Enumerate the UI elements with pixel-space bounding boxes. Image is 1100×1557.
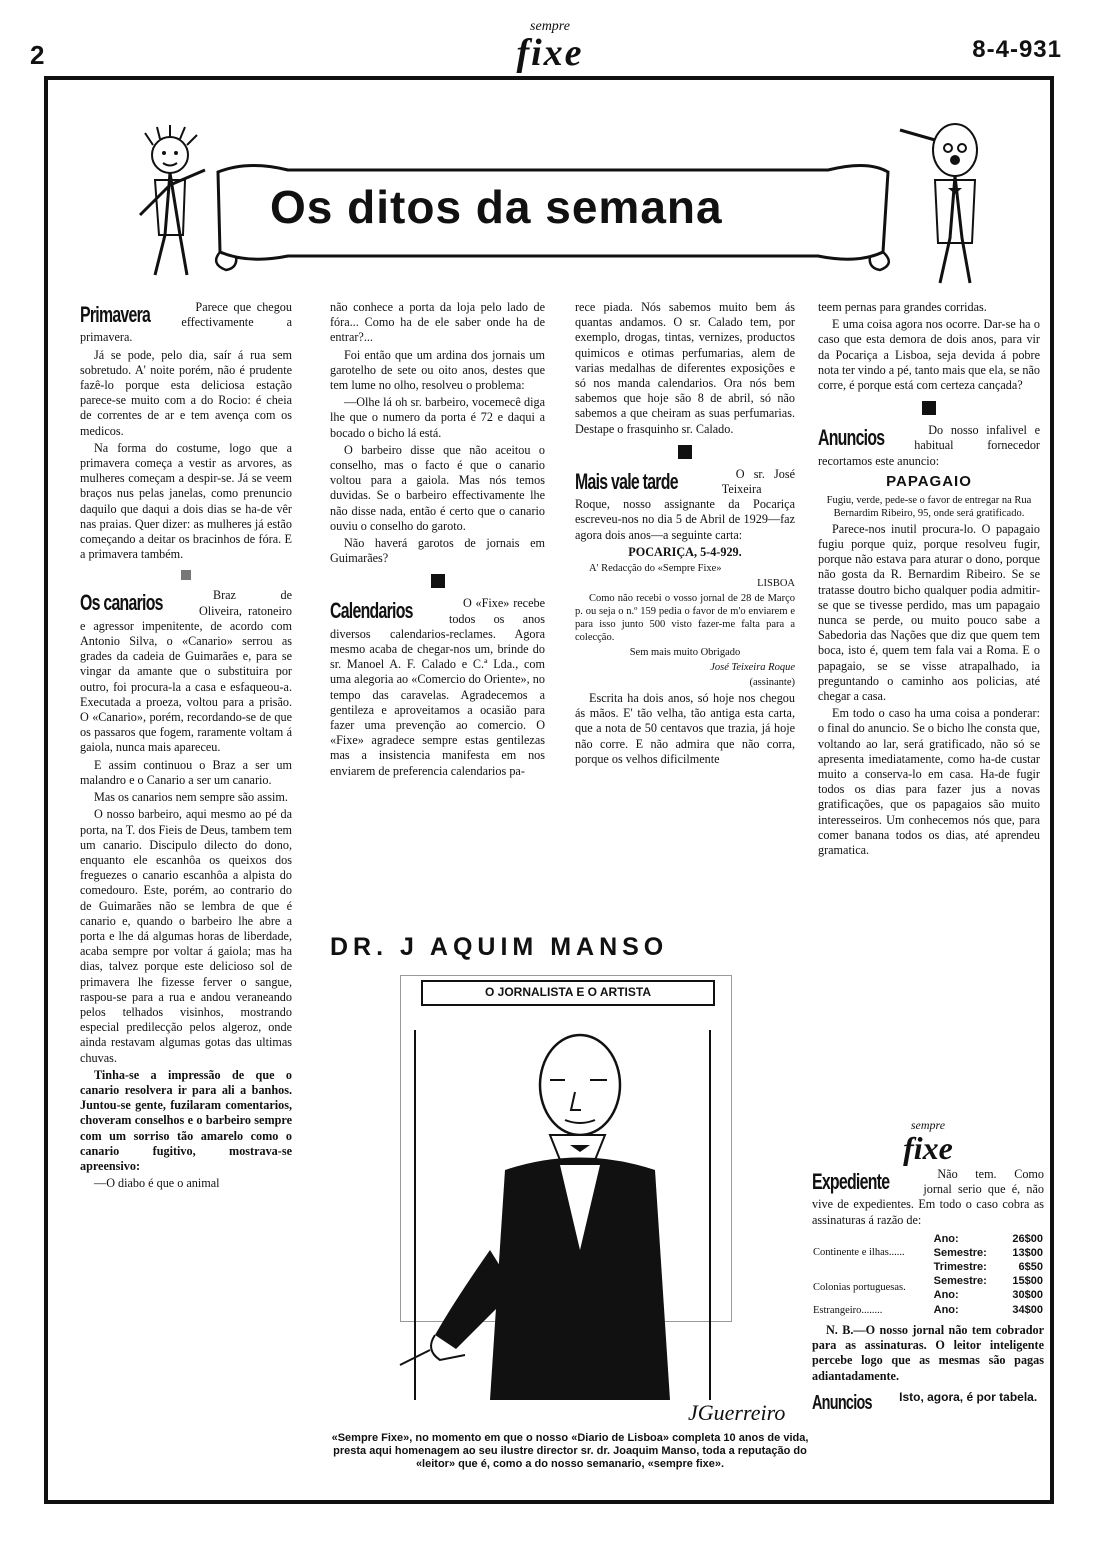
col2-paragraph: Foi então que um ardina dos jornais um garotelho de sete ou oito anos, destes que tem lume no olho, resolveu o problema: bbox=[330, 347, 545, 393]
anuncios-paragraph: Em todo o caso ha uma coisa a ponderar: o final do anuncio. Se o bicho lhe consta que, voltando ao lar, será gratificado, não só se apresenta imediatamente, como ha-de custar muito a conserva-lo em casa. Ha-de fugir todos os dias para fazer jus a novas gratificações, que os papagaios são muito interesseiros. Um conhecemos nós que, para comer banana todos os dias, até aprendeu gramatica. bbox=[818, 706, 1040, 858]
letter-signature: José Teixeira Roque bbox=[710, 662, 795, 674]
canarios-paragraph: Braz de Oliveira, ratoneiro e agressor impenitente, de acordo com Antonio Silva, o «Canario» serrou as grades da cadeia de Guimarães e, para se vingar da amante que o substituira por outro, foi procura-la a casa e esfaqueou-a. Executada a proeza, voltou para a prisão. O «Canario», porém, recordando-se de que os passaros que fogem, raramente voltam á gaiola, nunca mais apareceu. bbox=[80, 588, 292, 755]
masthead-small-text: sempre bbox=[530, 19, 570, 34]
price-value: 15$00 bbox=[1012, 1274, 1043, 1287]
expediente-note: N. B.—O nosso jornal não tem cobrador para as assinaturas. O leitor inteligente percebe logo que as mesmas são pagas adiantadamente. bbox=[812, 1323, 1044, 1383]
price-label: Ano: bbox=[933, 1304, 959, 1317]
price-label: Ano: bbox=[933, 1288, 959, 1301]
column-3 bbox=[575, 300, 795, 769]
section-ornament bbox=[922, 401, 936, 415]
ad-title: PAPAGAIO bbox=[886, 472, 972, 490]
heading-expediente: Expediente bbox=[812, 1169, 890, 1194]
price-label: Semestre: bbox=[933, 1274, 987, 1287]
section-ornament bbox=[678, 445, 692, 459]
column-2 bbox=[330, 300, 545, 781]
letter-place: POCARIÇA, 5-4-929. bbox=[628, 544, 742, 559]
anuncios-paragraph: Do nosso infalivel e habitual fornecedor recortamos este anuncio: bbox=[818, 423, 1040, 468]
expediente-logo-small: sempre bbox=[910, 1118, 946, 1132]
letter-city: LISBOA bbox=[757, 578, 795, 590]
expediente-paragraph: Não tem. Como jornal serio que é, não vive de expedientes. Em todo o caso cobra as assinaturas á razão de: bbox=[812, 1167, 1044, 1227]
caricature-portrait bbox=[395, 1020, 735, 1430]
region-continente: Continente e ilhas...... bbox=[813, 1247, 905, 1259]
calendarios-paragraph: O «Fixe» recebe todos os anos diversos calendarios-reclames. Agora mesmo acaba de chegar-nos um, brinde do sr. Manoel A. F. Calado e C.ª Lda., com uma alegoria ao «Comercio do Oriente», no tempo das caravelas. Agradecemos a gentileza e aproveitamos a ocasião para fazer uma prevenção ao comercio. O «Fixe» agradece sempre estas gentilezas mas a insistencia manifesta em nos enviarem de preferencia calendarios pa- bbox=[330, 596, 545, 778]
heading-canarios: Os canarios bbox=[80, 590, 163, 616]
section-ornament bbox=[431, 574, 445, 588]
col4-paragraph: E uma coisa agora nos ocorre. Dar-se ha o caso que esta demora de dois anos, para vir da Pocariça a Lisboa, seja devida á pobre nota ter vindo a pé, tanto mais que ela, se não corre, é porque está com certeza cançada? bbox=[818, 317, 1041, 393]
col2-paragraph: O barbeiro disse que não aceitou o conselho, mas o facto é que o canario voltou para a gaiola. Mas nós temos duvidas. Se o barbeiro effectivamente lhe não disse nada, então é certo que o canario ouviu o conselho do garoto. bbox=[330, 442, 545, 533]
page-number: 2 bbox=[30, 40, 45, 70]
col2-paragraph: Não haverá garotos de jornais em Guimarães? bbox=[330, 536, 545, 566]
canarios-paragraph: E assim continuou o Braz a ser um malandro e o Canario a ser um canario. bbox=[80, 757, 292, 787]
heading-primavera: Primavera bbox=[80, 302, 151, 327]
subscription-table bbox=[812, 1232, 1044, 1319]
primavera-paragraph: Parece que chegou effectivamente a primavera. bbox=[80, 300, 292, 345]
price-value: 13$00 bbox=[1012, 1246, 1043, 1259]
heading-anuncios-tabela: Anuncios bbox=[812, 1391, 872, 1414]
feature-caption: «Sempre Fixe», no momento em que o nosso «Diario de Lisboa» completa 10 anos de vida, presta aqui homenagem ao seu ilustre director sr. dr. Joaquim Manso, toda a reputação do «leitor» que é, como a do nosso semanario, «sempre fixe». bbox=[331, 1432, 809, 1470]
section-ornament bbox=[181, 570, 191, 580]
cartoon-figure-left bbox=[125, 125, 215, 285]
column-1 bbox=[80, 300, 292, 1193]
canarios-paragraph: O nosso barbeiro, aqui mesmo ao pé da porta, na T. dos Fieis de Deus, tambem tem um canario. Discipulo dilecto do dono, enquanto ele escanhôa os queixos dos freguezes o canario escanhôa a alpista do comedouro. Este, porém, ao contrario do de Guimarães não se lembra de que é canario e, quando o barbeiro lhe abre a porta e lhe dá algumas horas de liberdade, acaba sempre por voltar á gaiola; mas ha dias, talvez porque este delicioso sol de primavera lhe fizesse ferver o sangue, raspou-se para a rua e andou veraneando pelos telhados visinhos, mostrando especial predilecção pelos algeroz, onde ainda restavam algumas gotas das ultimas chuvas. bbox=[80, 807, 292, 1065]
canarios-paragraph: —O diabo é que o animal bbox=[94, 1176, 220, 1191]
price-label: Ano: bbox=[933, 1232, 959, 1245]
letter-thanks: Sem mais muito Obrigado bbox=[629, 647, 741, 659]
price-label: Semestre: bbox=[933, 1246, 987, 1259]
section-title: Os ditos da semana bbox=[270, 181, 723, 233]
caricature-banner: O JORNALISTA E O ARTISTA bbox=[421, 980, 715, 1006]
primavera-paragraph: Na forma do costume, logo que a primavera começa a vestir as arvores, as mulheres começam a despir-se. Já se veem braços nus pelas janelas, como prenuncio daquilo que daqui a dois dias se ha-de vêr nas praias. Quer dizer: as mulheres já estão começando a deitar os bracinhos de fóra. E a primavera também. bbox=[80, 440, 292, 562]
col3-paragraph: rece piada. Nós sabemos muito bem ás quantas andamos. O sr. Calado tem, por exemplo, drogas, tintas, vernizes, productos quimicos e otimas perfumarias, alem de varias medalhas de diferentes exposições e só nos manda calendarios. Ora nós bem sabemos que hoje são 8 de abril, só não sabemos a que cheiram as suas perfumarias. Destape o frasquinho sr. Calado. bbox=[575, 300, 795, 436]
expediente-section bbox=[812, 1118, 1044, 1415]
heading-mais-vale-tarde: Mais vale tarde bbox=[575, 468, 678, 494]
column-4 bbox=[818, 300, 1040, 860]
letter-recipient: A' Redacção do «Sempre Fixe» bbox=[589, 563, 722, 575]
letter-signature-note: (assinante) bbox=[749, 677, 795, 689]
letter-body: Como não recebi o vosso jornal de 28 de Março p. ou seja o n.º 159 pedia o favor de m'o enviarem e para isso junto 500 visto fazer-me falta para a colecção. bbox=[575, 593, 795, 644]
maisvale-paragraph: O sr. José Teixeira Roque, nosso assignante da Pocariça escreveu-nos no dia 5 de Abril de 1929—faz agora dois anos—a seguinte carta: bbox=[575, 466, 795, 542]
maisvale-paragraph: Escrita ha dois anos, só hoje nos chegou ás mãos. E' tão velha, tão antiga esta carta, que a nota de 50 centavos que trazia, já hoje não corre. E não admira que não corra, porque os velhos dificilmente bbox=[575, 691, 795, 766]
canarios-paragraph: Tinha-se a impressão de que o canario resolvera ir para ali a banhos. Juntou-se gente, fuzilaram comentarios, choveram conselhos e o barbeiro sempre com um sorriso tão amarelo como o canario fugitivo, mostrava-se apreensivo: bbox=[80, 1067, 292, 1173]
masthead-title: fixe bbox=[516, 32, 584, 74]
ad-body: Fugiu, verde, pede-se o favor de entregar na Rua Bernardim Ribeiro, 95, onde será gratificado. bbox=[826, 494, 1032, 519]
col4-paragraph: teem pernas para grandes corridas. bbox=[818, 300, 987, 314]
price-value: 34$00 bbox=[1012, 1304, 1043, 1317]
primavera-paragraph: Já se pode, pelo dia, saír á rua sem sobretudo. A' noite porém, não é prudente fazê-lo porque esta deliciosa estação parece-se muito com a do Rocio: é cheia de correntes de ar e tem avença com os medicos. bbox=[80, 347, 292, 438]
price-value: 30$00 bbox=[1012, 1288, 1043, 1301]
cartoon-figure-right bbox=[890, 118, 1000, 288]
region-estrangeiro: Estrangeiro........ bbox=[813, 1304, 883, 1316]
feature-name: DR. J AQUIM MANSO bbox=[330, 933, 669, 961]
heading-calendarios: Calendarios bbox=[330, 598, 413, 624]
issue-date: 8-4-931 bbox=[972, 36, 1062, 63]
anuncios-tabela-text: Isto, agora, é por tabela. bbox=[899, 1389, 1038, 1404]
price-value: 6$50 bbox=[1018, 1260, 1043, 1273]
canarios-paragraph: Mas os canarios nem sempre são assim. bbox=[94, 790, 288, 805]
col2-paragraph: —Olhe lá oh sr. barbeiro, vocemecê diga lhe que o numero da porta é 72 e daqui a bocado o bicho lá está. bbox=[330, 395, 545, 440]
expediente-logo: fixe bbox=[903, 1130, 953, 1166]
price-label: Trimestre: bbox=[933, 1260, 987, 1273]
region-colonias: Colonias portuguesas. bbox=[813, 1282, 906, 1294]
artist-signature: JGuerreiro bbox=[688, 1400, 786, 1425]
price-value: 26$00 bbox=[1012, 1232, 1043, 1245]
heading-anuncios: Anuncios bbox=[818, 425, 885, 451]
col2-paragraph: não conhece a porta da loja pelo lado de fóra... Como ha de ele saber onde ha de entrar?... bbox=[330, 300, 545, 345]
masthead-logo bbox=[470, 20, 630, 72]
anuncios-paragraph: Parece-nos inutil procura-lo. O papagaio fugiu porque quiz, porque resolveu fugir, porque não estava para aturar o dono, porque não gosta da R. Bernardim Ribeiro. Se se tratasse doutro bicho qualquer podia admitir-se que se tivesse perdido, mas um papagaio nunca se perde, ou muito pouco sabe a Sabedoria das Nações que diz que quem tem boca, isto é, quem tem fala vai a Roma. E o papagaio, se se visse atrapalhado, ia preguntando o caminho aos policias, até chegar a casa. bbox=[818, 521, 1040, 704]
